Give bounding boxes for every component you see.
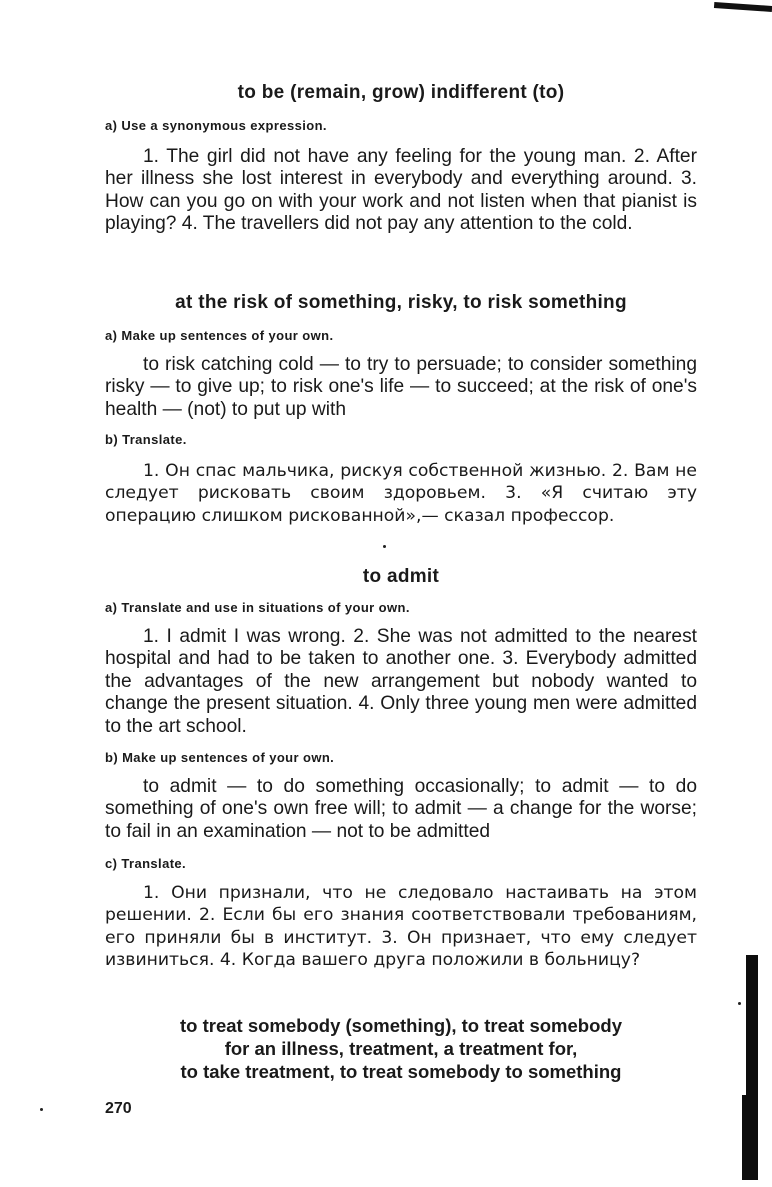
exercise-label: a) Use a synonymous expression. [105,118,327,133]
exercise-label: a) Translate and use in situations of your own. [105,600,410,615]
exercise-label: b) Make up sentences of your own. [105,750,335,765]
scan-corner-mark [714,2,772,12]
section-heading-line: for an illness, treatment, a treatment for, [224,1038,578,1059]
exercise-text: 1. Они признали, что не следовало настаивать на этом решении. 2. Если бы его знания соответствовали требованиям, его приняли бы в институт. 3. Он признает, что ему следует извиниться. 4. Когда вашего друга положили в больницу? [105,883,697,971]
exercise-text: to admit — to do something occasionally; to admit — to do something of one's own free will; to admit — a change for the worse; to fail in an examination — not to be admitted [105,776,697,842]
exercise-label: b) Translate. [105,432,187,447]
page-number: 270 [105,1100,132,1117]
section-heading: at the risk of something, risky, to risk something [175,292,627,313]
exercise-text: 1. Он спас мальчика, рискуя собственной жизнью. 2. Вам не следует рисковать своим здоровьем. 3. «Я считаю эту операцию слишком рискованной»,— сказал профессор. [105,461,697,526]
scan-edge-shadow [742,1095,748,1180]
exercise-label: c) Translate. [105,856,187,871]
section-heading [105,1014,697,1083]
scan-speck [40,1108,43,1111]
section-heading-line: to treat somebody (something), to treat somebody [180,1015,622,1036]
section-heading: to be (remain, grow) indifferent (to) [237,82,565,103]
scan-speck [738,1002,741,1005]
exercise-text: 1. The girl did not have any feeling for the young man. 2. After her illness she lost interest in everybody and everything around. 3. How can you go on with your work and not listen when that pianist is playing? 4. The travellers did not pay any attention to the cold. [105,146,697,235]
section-heading: to admit [362,566,440,587]
exercise-label: a) Make up sentences of your own. [105,328,334,343]
section-heading-line: to take treatment, to treat somebody to something [180,1061,622,1082]
scan-speck [383,545,386,548]
exercise-text: 1. I admit I was wrong. 2. She was not admitted to the nearest hospital and had to be taken to another one. 3. Everybody admitted the advantages of the new arrangement but nobody wanted to change the present situation. 4. Only three young men were admitted to the art school. [105,626,697,737]
exercise-text: to risk catching cold — to try to persuade; to consider something risky — to give up; to risk one's life — to succeed; at the risk of one's health — (not) to put up with [105,354,697,420]
